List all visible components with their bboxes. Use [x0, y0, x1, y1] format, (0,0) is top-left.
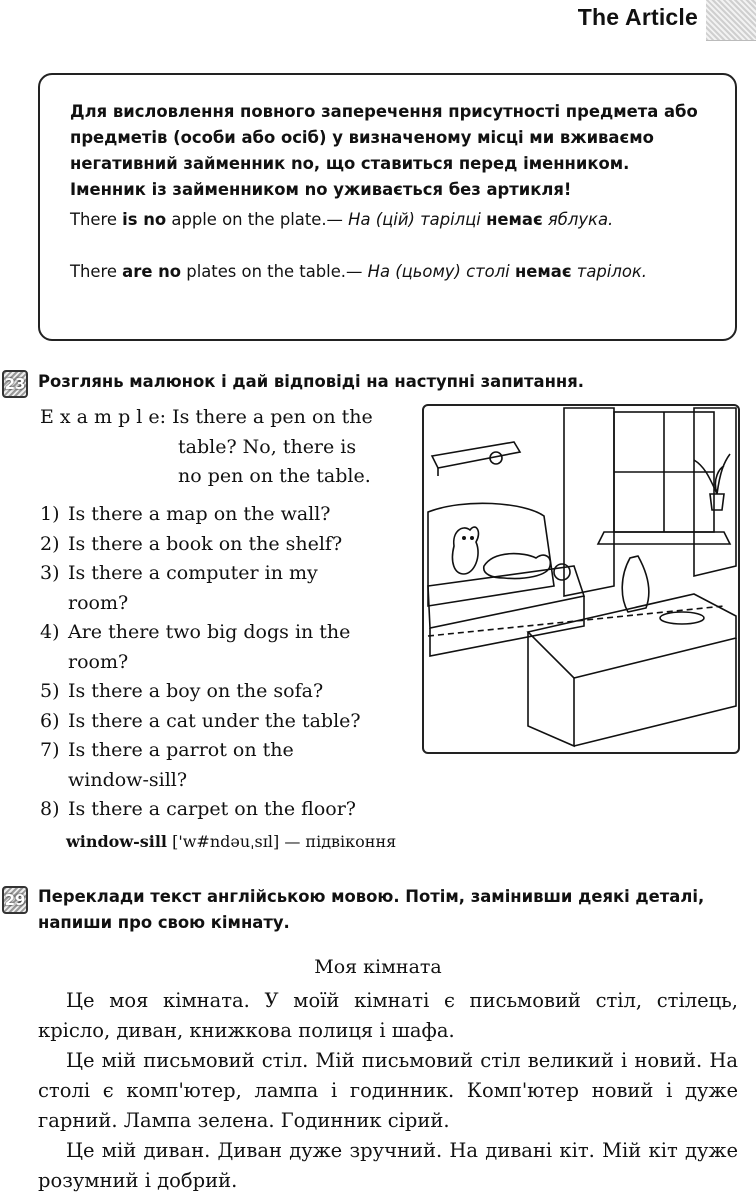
question-item — [40, 530, 342, 560]
story-paragraph: Це мій письмовий стіл. Мій письмовий стіл великий і новий. На столі є комп'ютер, лампа і годинник. Комп'ютер новий і дуже гарний. Лампа зелена. Годинник сірий. — [38, 1049, 738, 1132]
example-emphasis: немає — [486, 210, 543, 229]
table-cloth-front — [574, 638, 736, 746]
story-paragraph: Це мій диван. Диван дуже зручний. На дивані кіт. Мій кіт дуже розумний і добрий. — [38, 1139, 738, 1192]
rule-example-1 — [70, 207, 710, 233]
example-translation: На (цьому) столі — [367, 262, 515, 281]
cat-sitting — [452, 527, 478, 574]
room-drawing — [424, 406, 738, 752]
question-item — [40, 677, 323, 707]
room-illustration — [422, 404, 740, 754]
question-text: Is there a boy on the sofa? — [68, 680, 324, 702]
question-text: Are there two big dogs in the — [68, 621, 351, 643]
example-line: table? No, there is — [178, 436, 357, 458]
question-number: 8) — [40, 798, 60, 820]
story-title: Моя кімната — [314, 956, 442, 978]
grammar-rule-box — [38, 73, 737, 341]
example-text: There — [70, 210, 123, 229]
example-translation: На (цій) тарілці — [348, 210, 487, 229]
example-line: Is there a pen on the — [172, 406, 373, 428]
vocabulary-note — [66, 832, 396, 851]
page-header-title: The Article — [577, 4, 698, 30]
question-number: 5) — [40, 680, 60, 702]
right-curtain — [694, 408, 736, 576]
shelf — [432, 442, 520, 468]
question-item — [40, 707, 361, 737]
sofa-back — [428, 503, 554, 606]
question-text: Is there a book on the shelf? — [68, 533, 343, 555]
plate — [660, 612, 704, 624]
question-text: Is there a computer in my — [68, 562, 318, 584]
example-block — [40, 403, 373, 433]
question-item — [40, 795, 356, 825]
sofa-front — [430, 596, 584, 656]
example-text: plates on the table.— — [181, 262, 368, 281]
example-translation: яблука. — [542, 210, 614, 229]
question-item — [40, 559, 318, 589]
question-number: 3) — [40, 562, 60, 584]
example-text: apple on the plate.— — [166, 210, 349, 229]
rule-text: Для висловлення повного заперечення присутності предмета або предметів (особи або осіб) у визначеному місці ми вживаємо негативний займенник no, що ставиться перед іменником. Іменник із займенником no уживається без артикля! — [70, 102, 698, 199]
example-emphasis: is no — [122, 210, 167, 229]
story-paragraph: Це моя кімната. У моїй кімнаті є письмовий стіл, стілець, крісло, диван, книжкова полиця і шафа. — [38, 989, 738, 1042]
exercise-number-badge: 29 — [2, 886, 28, 914]
question-item — [40, 736, 294, 766]
example-line: no pen on the table. — [178, 465, 371, 487]
question-item — [40, 500, 331, 530]
table-cloth-left — [528, 632, 574, 746]
example-emphasis: are no — [122, 262, 182, 281]
ball — [554, 564, 570, 580]
question-text: Is there a carpet on the floor? — [68, 798, 356, 820]
question-item — [40, 618, 350, 648]
question-number: 2) — [40, 533, 60, 555]
example-translation: тарілок. — [571, 262, 647, 281]
vocab-transcription: ['w#ndəuˌsɪl] — підвіконня — [167, 832, 397, 851]
vase — [622, 556, 649, 612]
question-text: Is there a parrot on the — [68, 739, 294, 761]
exercise-task: Переклади текст англійською мовою. Потім, замінивши деякі деталі, напиши про свою кімнату. — [38, 887, 705, 932]
question-number: 1) — [40, 503, 60, 525]
table-top — [528, 594, 736, 678]
question-number: 7) — [40, 739, 60, 761]
cat-lying — [484, 554, 551, 579]
question-number: 6) — [40, 710, 60, 732]
plant-pot — [710, 494, 724, 510]
plant — [694, 454, 730, 494]
question-text-continued: window-sill? — [68, 769, 188, 791]
question-text-continued: room? — [68, 592, 129, 614]
rule-example-2 — [70, 259, 710, 285]
header-tab-decoration — [706, 0, 756, 41]
sofa-seat — [428, 566, 584, 628]
example-text: There — [70, 262, 123, 281]
question-text-continued: room? — [68, 651, 129, 673]
example-label: E x a m p l e: — [40, 406, 167, 428]
left-curtain — [564, 408, 614, 596]
question-number: 4) — [40, 621, 60, 643]
question-text: Is there a cat under the table? — [68, 710, 361, 732]
example-emphasis: немає — [514, 262, 572, 281]
exercise-task: Розглянь малюнок і дай відповіді на наступні запитання. — [38, 372, 584, 391]
question-text: Is there a map on the wall? — [68, 503, 331, 525]
vocab-word: window-sill — [66, 832, 167, 851]
exercise-number-badge: 23 — [2, 370, 28, 398]
window-sill — [598, 532, 730, 544]
